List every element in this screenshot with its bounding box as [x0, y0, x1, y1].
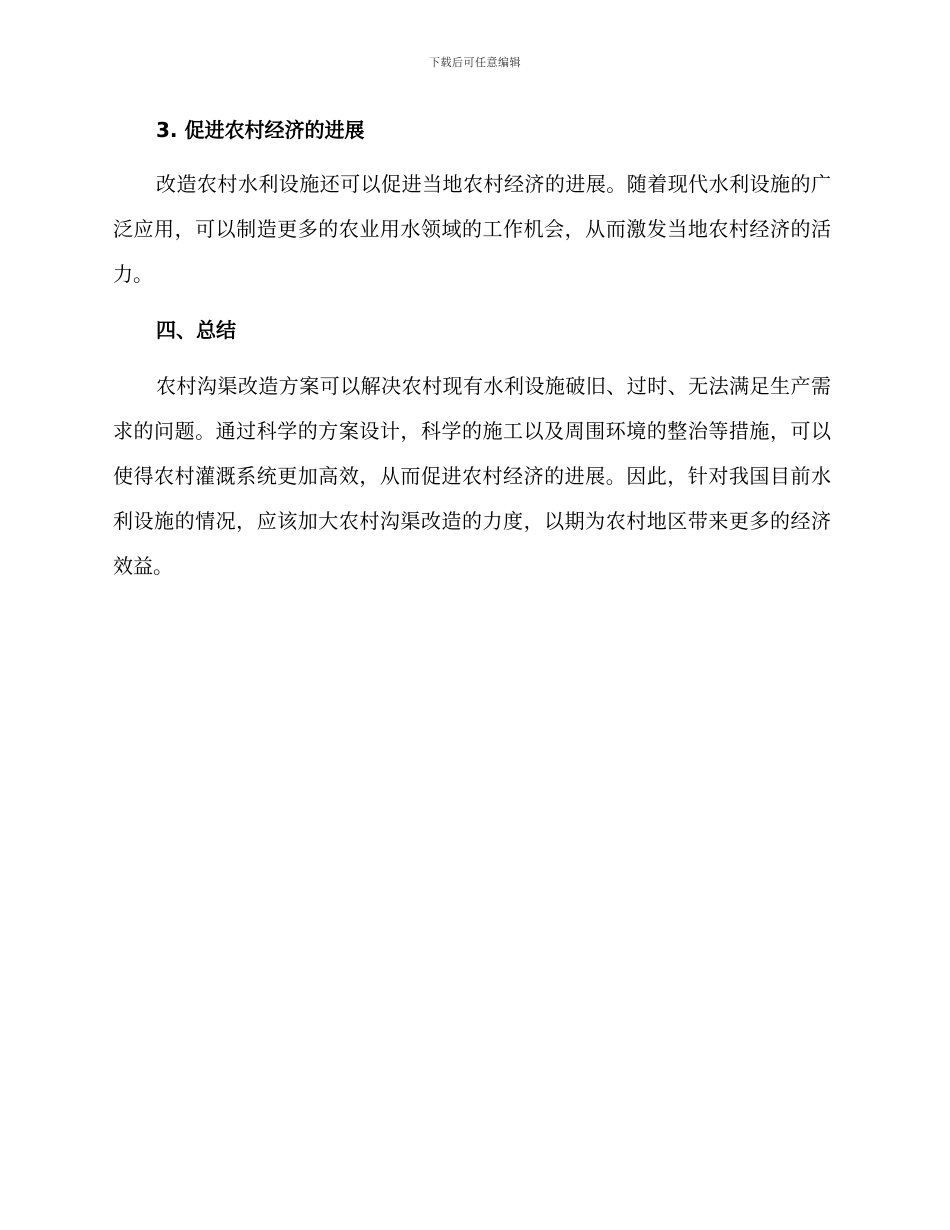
section-heading-economy: 3. 促进农村经济的进展 — [156, 118, 365, 142]
paragraph-economy: 改造农村水利设施还可以促进当地农村经济的进展。随着现代水利设施的广泛应用，可以制造更多的农业用水领域的工作机会，从而激发当地农村经济的活力。 — [113, 172, 831, 286]
paragraph-summary: 农村沟渠改造方案可以解决农村现有水利设施破旧、过时、无法满足生产需求的问题。通过科学的方案设计，科学的施工以及周围环境的整治等措施，可以使得农村灌溉系统更加高效，从而促进农村经济的进展。因此，针对我国目前水利设施的情况，应该加大农村沟渠改造的力度，以期为农村地区带来更多的经济效益。 — [113, 374, 831, 578]
document-body — [113, 110, 831, 589]
page-header-note: 下载后可任意编辑 — [429, 56, 521, 69]
section-heading-summary: 四、总结 — [156, 318, 236, 342]
